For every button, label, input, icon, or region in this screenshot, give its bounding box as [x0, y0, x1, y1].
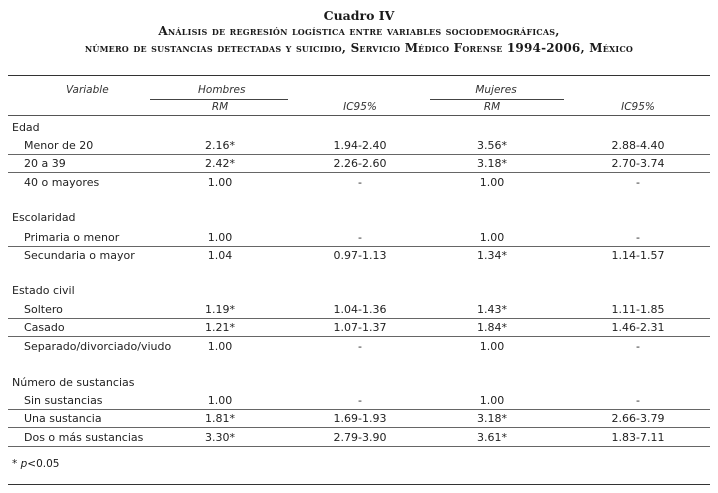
footnote-star: *	[12, 458, 18, 470]
row-divider	[8, 318, 710, 319]
mujeres-rm: 1.00	[479, 394, 505, 407]
bottom-rule	[8, 484, 710, 485]
hombres-rm: 2.42*	[205, 157, 235, 170]
footnote-threshold: <0.05	[27, 458, 60, 470]
row-divider	[8, 246, 710, 247]
hombres-rm: 1.81*	[205, 412, 235, 425]
hombres-rm: 1.00	[207, 394, 233, 407]
mujeres-ic95: 1.14-1.57	[611, 249, 665, 262]
row-label: Separado/divorciado/viudo	[24, 340, 172, 353]
hombres-rm: 1.04	[207, 249, 233, 262]
hombres-rm: 3.30*	[205, 431, 235, 444]
row-divider	[8, 336, 710, 337]
mujeres-ic95: 2.66-3.79	[611, 412, 665, 425]
hombres-ic95: -	[358, 176, 362, 189]
hombres-ic95: 1.04-1.36	[333, 303, 387, 316]
row-label: Casado	[24, 321, 65, 334]
row-label: Secundaria o mayor	[24, 249, 135, 262]
mujeres-ic95: 2.88-4.40	[611, 139, 665, 152]
column-header-m-ic95: IC95%	[621, 101, 655, 113]
row-divider	[8, 409, 710, 410]
row-label: 20 a 39	[24, 157, 66, 170]
row-label: Primaria o menor	[24, 231, 120, 244]
column-header-h-rm: RM	[211, 101, 229, 113]
section-numero-sustancias: Número de sustancias	[12, 376, 135, 389]
footnote	[12, 458, 59, 470]
hombres-rm: 1.19*	[205, 303, 235, 316]
mujeres-ic95: -	[636, 394, 640, 407]
mujeres-rm: 3.56*	[477, 139, 507, 152]
hombres-rm: 1.00	[207, 231, 233, 244]
mujeres-ic95: -	[636, 176, 640, 189]
hombres-rm: 1.21*	[205, 321, 235, 334]
mujeres-ic95: -	[636, 231, 640, 244]
hombres-group-rule	[150, 99, 288, 100]
table-title-line-1: Análisis de regresión logística entre variables sociodemográficas,	[158, 24, 560, 38]
hombres-ic95: 0.97-1.13	[333, 249, 387, 262]
row-divider	[8, 427, 710, 428]
table-title-line-2: número de sustancias detectadas y suicidio, Servicio Médico Forense 1994-2006, México	[84, 41, 634, 55]
hombres-ic95: -	[358, 394, 362, 407]
mujeres-rm: 3.18*	[477, 157, 507, 170]
mujeres-rm: 1.00	[479, 231, 505, 244]
mujeres-rm: 3.18*	[477, 412, 507, 425]
hombres-rm: 1.00	[207, 176, 233, 189]
header-bottom-rule	[8, 115, 710, 116]
mujeres-rm: 1.43*	[477, 303, 507, 316]
mujeres-rm: 1.00	[479, 340, 505, 353]
section-edad: Edad	[12, 121, 40, 134]
row-label: 40 o mayores	[24, 176, 100, 189]
row-label: Soltero	[24, 303, 63, 316]
row-label: Una sustancia	[24, 412, 102, 425]
mujeres-ic95: -	[636, 340, 640, 353]
column-header-m-rm: RM	[483, 101, 501, 113]
column-header-hombres: Hombres	[198, 84, 246, 96]
row-divider	[8, 446, 710, 447]
hombres-rm: 1.00	[207, 340, 233, 353]
hombres-ic95: 2.79-3.90	[333, 431, 387, 444]
row-label: Sin sustancias	[24, 394, 103, 407]
column-header-mujeres: Mujeres	[475, 84, 517, 96]
section-estado-civil: Estado civil	[12, 284, 75, 297]
column-header-h-ic95: IC95%	[343, 101, 377, 113]
mujeres-ic95: 1.83-7.11	[611, 431, 665, 444]
row-label: Menor de 20	[24, 139, 94, 152]
row-divider	[8, 172, 710, 173]
mujeres-ic95: 1.11-1.85	[611, 303, 665, 316]
mujeres-rm: 3.61*	[477, 431, 507, 444]
row-label: Dos o más sustancias	[24, 431, 144, 444]
mujeres-rm: 1.34*	[477, 249, 507, 262]
hombres-ic95: -	[358, 340, 362, 353]
table-number: Cuadro IV	[323, 8, 395, 23]
hombres-ic95: 1.94-2.40	[333, 139, 387, 152]
hombres-rm: 2.16*	[205, 139, 235, 152]
hombres-ic95: -	[358, 231, 362, 244]
section-escolaridad: Escolaridad	[12, 211, 76, 224]
mujeres-ic95: 2.70-3.74	[611, 157, 665, 170]
column-header-variable: Variable	[66, 84, 109, 96]
hombres-ic95: 1.69-1.93	[333, 412, 387, 425]
mujeres-rm: 1.84*	[477, 321, 507, 334]
hombres-ic95: 1.07-1.37	[333, 321, 387, 334]
footnote-p: p	[20, 458, 28, 470]
mujeres-group-rule	[430, 99, 564, 100]
hombres-ic95: 2.26-2.60	[333, 157, 387, 170]
top-rule	[8, 75, 710, 76]
mujeres-rm: 1.00	[479, 176, 505, 189]
row-divider	[8, 154, 710, 155]
mujeres-ic95: 1.46-2.31	[611, 321, 665, 334]
